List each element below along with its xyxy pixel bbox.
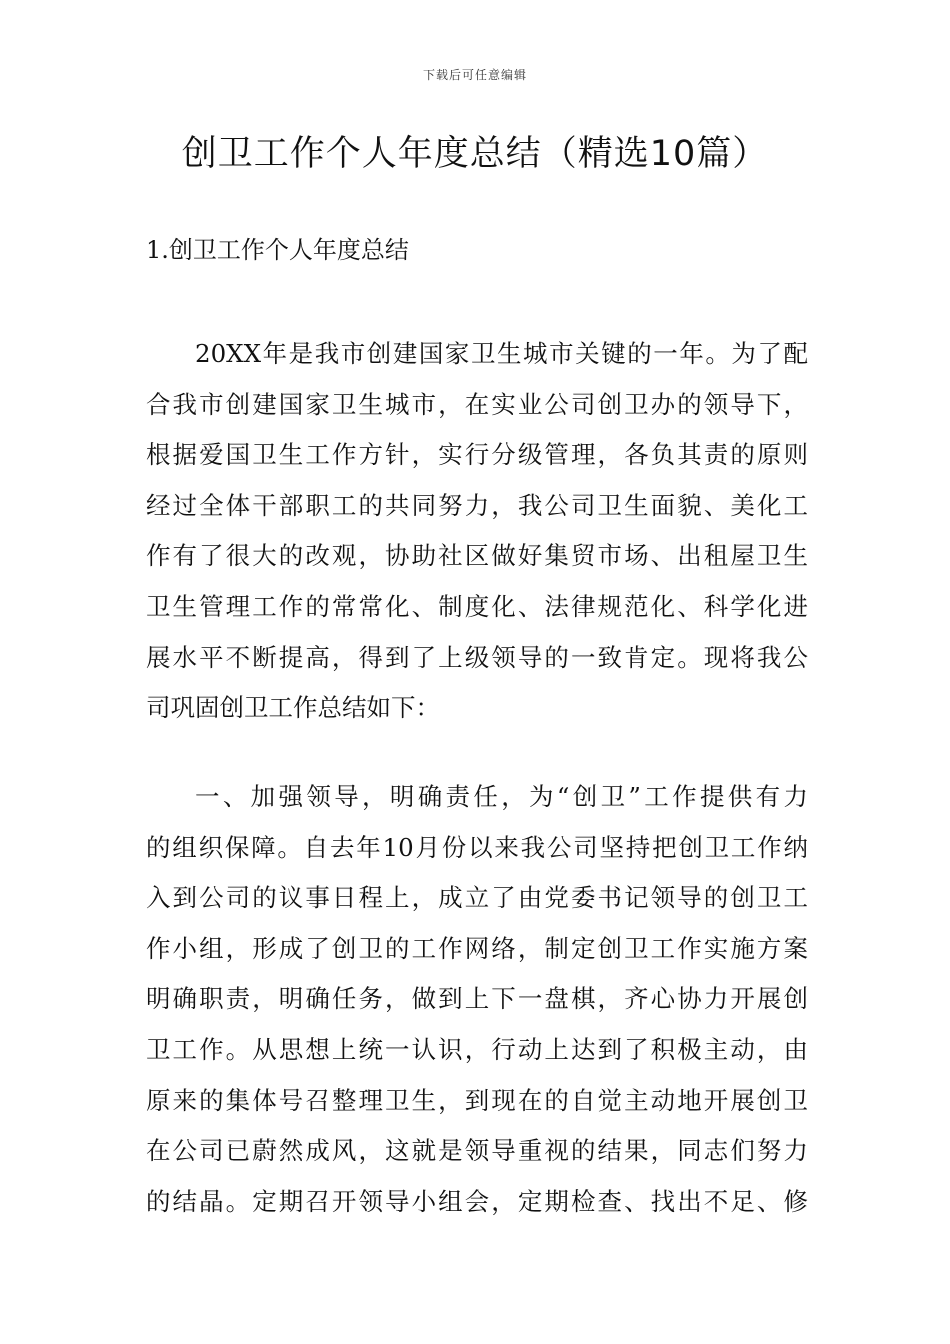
paragraph-line: 作有了很大的改观，协助社区做好集贸市场、出租屋卫生 [146, 541, 808, 571]
paragraph-line: 的结晶。定期召开领导小组会，定期检查、找出不足、修 [146, 1186, 808, 1216]
paragraph-line: 卫生管理工作的常常化、制度化、法律规范化、科学化进 [146, 591, 808, 621]
paragraph-line: 原来的集体号召整理卫生，到现在的自觉主动地开展创卫 [146, 1085, 808, 1115]
header-note: 下载后可任意编辑 [422, 68, 527, 82]
document-title: 创卫工作个人年度总结（精选10篇） [181, 134, 769, 174]
paragraph-1 [146, 329, 808, 734]
paragraph-line: 合我市创建国家卫生城市，在实业公司创卫办的领导下， [146, 389, 808, 419]
paragraph-line: 在公司已蔚然成风，这就是领导重视的结果，同志们努力 [146, 1136, 808, 1166]
paragraph-line: 卫工作。从思想上统一认识，行动上达到了积极主动，由 [146, 1034, 808, 1064]
paragraph-line: 展水平不断提高，得到了上级领导的一致肯定。现将我公 [146, 642, 808, 672]
paragraph-line: 根据爱国卫生工作方针，实行分级管理，各负其责的原则 [146, 440, 808, 470]
paragraph-line: 20XX年是我市创建国家卫生城市关键的一年。为了配 [195, 339, 808, 368]
paragraph-2 [146, 772, 808, 1227]
paragraph-line: 作小组，形成了创卫的工作网络，制定创卫工作实施方案 [146, 933, 808, 963]
paragraph-line: 明确职责，明确任务，做到上下一盘棋，齐心协力开展创 [146, 984, 808, 1014]
section-heading: 1.创卫工作个人年度总结 [146, 236, 409, 264]
paragraph-line: 司巩固创卫工作总结如下： [146, 693, 440, 723]
paragraph-line: 经过全体干部职工的共同努力，我公司卫生面貌、美化工 [146, 490, 808, 520]
paragraph-line: 一、加强领导，明确责任，为“创卫”工作提供有力 [195, 782, 808, 811]
paragraph-line: 入到公司的议事日程上，成立了由党委书记领导的创卫工 [146, 883, 808, 913]
paragraph-line: 的组织保障。自去年10月份以来我公司坚持把创卫工作纳 [146, 832, 808, 862]
